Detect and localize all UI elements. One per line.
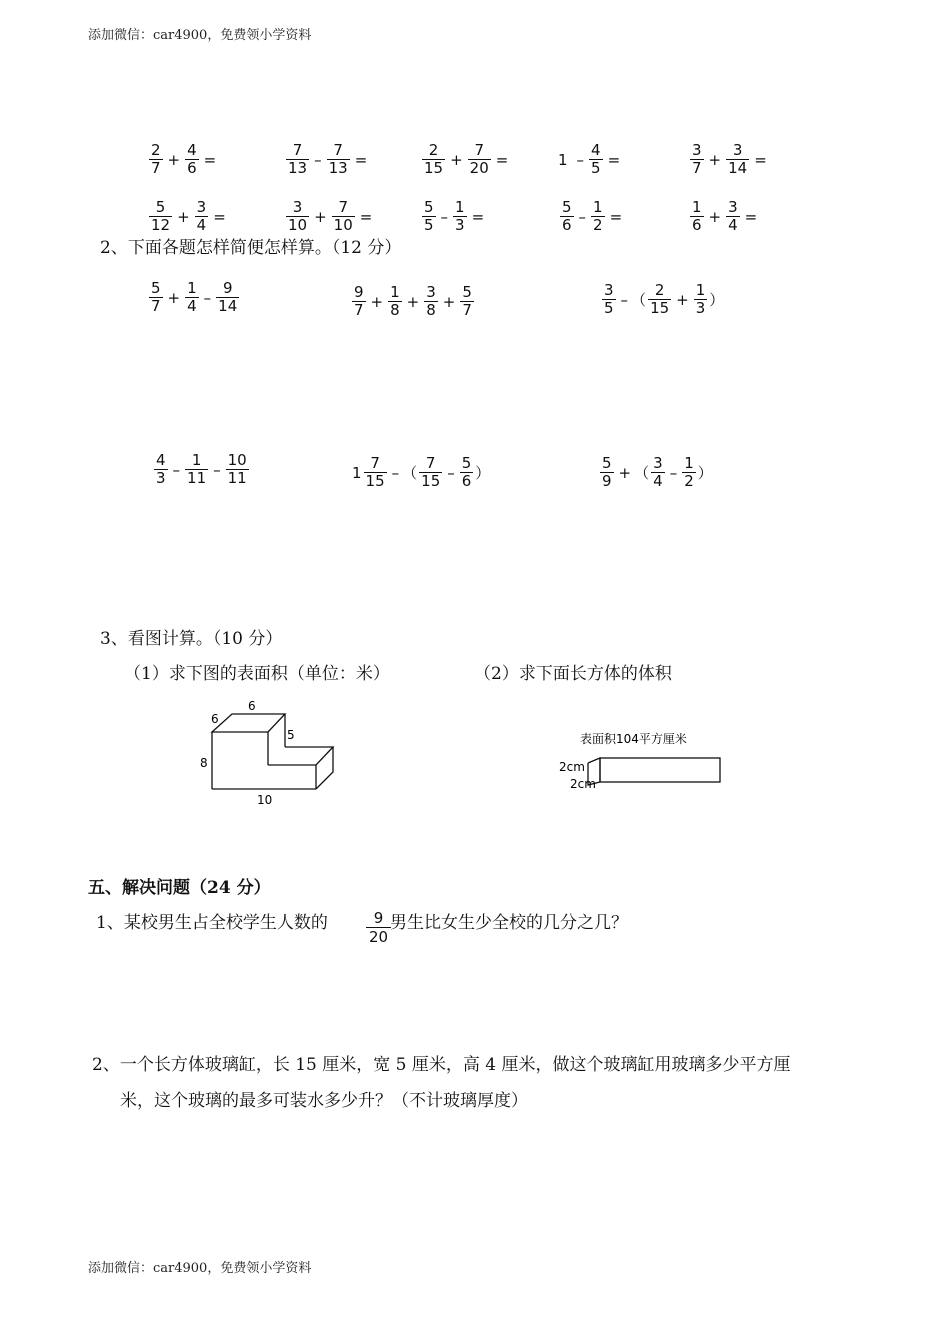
page-footer: 添加微信：car4900，免费领小学资料: [88, 1261, 312, 1276]
q2-title: 2、下面各题怎样简便怎样算。（12 分）: [100, 238, 402, 258]
q2-expression-3: $\frac{3}{5}$ – （ $\frac{2}{15}$ + $\frac{1}{3}$ ）: [604, 281, 725, 317]
fig2-label-side1: 2cm: [559, 760, 585, 774]
problem2-line-1: 2、一个长方体玻璃缸，长 15 厘米，宽 5 厘米，高 4 厘米，做这个玻璃缸用玻璃多少平方厘: [92, 1055, 791, 1075]
problem2-line-2: 米，这个玻璃的最多可装水多少升？（不计玻璃厚度）: [120, 1091, 528, 1111]
fig1-label-depth: 6: [211, 712, 219, 726]
page-header: 添加微信：car4900，免费领小学资料: [88, 28, 312, 43]
fig1-label-step: 5: [287, 728, 295, 742]
oral-calc-row2-item-3: $\frac{5}{5}$ – $\frac{1}{3}$ =: [424, 198, 485, 234]
oral-calc-row2-item-1: $\frac{5}{12}$ + $\frac{3}{4}$ =: [151, 198, 226, 234]
fig1-label-height: 8: [200, 756, 208, 770]
fig1-label-bottom: 10: [257, 793, 273, 807]
q3-sub1: （1）求下图的表面积（单位：米）: [124, 664, 390, 684]
problem1-text-a: 1、某校男生占全校学生人数的: [96, 913, 328, 933]
section5-title: 五、解决问题（24 分）: [88, 878, 271, 898]
q3-sub2: （2）求下面长方体的体积: [474, 664, 672, 684]
oral-calc-row2-item-4: $\frac{5}{6}$ – $\frac{1}{2}$ =: [562, 198, 623, 234]
stepped-solid-figure: [195, 695, 355, 810]
cuboid-figure: [556, 725, 736, 795]
q2-expression-1: $\frac{5}{7}$ + $\frac{1}{4}$ – $\frac{9}{14}$: [151, 279, 238, 315]
oral-calc-row1-item-5: $\frac{3}{7}$ + $\frac{3}{14}$ =: [692, 141, 767, 177]
fig2-label-side2: 2cm: [570, 777, 596, 791]
q2-expression-6: $\frac{5}{9}$ + （ $\frac{3}{4}$ – $\frac{1}{2}$ ）: [602, 454, 713, 490]
oral-calc-row1-item-2: $\frac{7}{13}$ – $\frac{7}{13}$ =: [288, 141, 368, 177]
oral-calc-row2-item-5: $\frac{1}{6}$ + $\frac{3}{4}$ =: [692, 198, 758, 234]
oral-calc-row1-item-4: 1 – $\frac{4}{5}$ =: [558, 141, 621, 177]
q2-expression-2: $\frac{9}{7}$ + $\frac{1}{8}$ + $\frac{3}{8}$ + $\frac{5}{7}$: [354, 283, 472, 319]
problem1-fraction: 9 20: [366, 909, 391, 946]
fig2-caption: 表面积104平方厘米: [580, 732, 687, 746]
oral-calc-row1-item-3: $\frac{2}{15}$ + $\frac{7}{20}$ =: [424, 141, 509, 177]
oral-calc-row1-item-1: $\frac{2}{7}$ + $\frac{4}{6}$ =: [151, 141, 217, 177]
q2-expression-4: $\frac{4}{3}$ – $\frac{1}{11}$ – $\frac{10}{11}$: [156, 451, 247, 487]
problem1-text-b: 男生比女生少全校的几分之几？: [390, 913, 628, 933]
fig1-label-top: 6: [248, 699, 256, 713]
q2-expression-5: 1 $\frac{7}{15}$ – （ $\frac{7}{15}$ – $\frac{5}{6}$ ）: [352, 454, 491, 490]
oral-calc-row2-item-2: $\frac{3}{10}$ + $\frac{7}{10}$ =: [288, 198, 373, 234]
q3-title: 3、看图计算。（10 分）: [100, 629, 283, 649]
whole-number: 1: [558, 150, 568, 169]
